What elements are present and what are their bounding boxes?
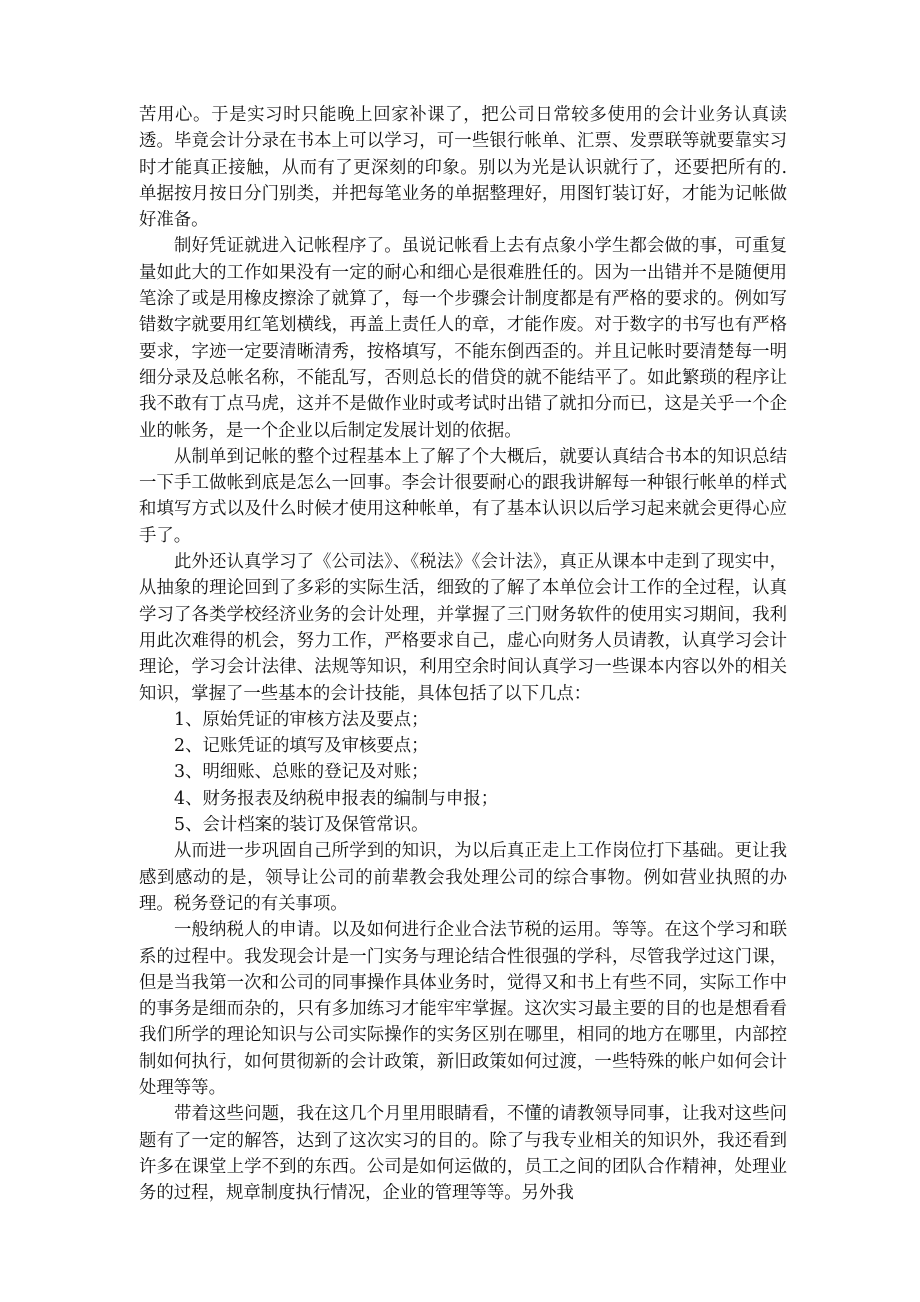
paragraph-1: 苦用心。于是实习时只能晚上回家补课了，把公司日常较多使用的会计业务认真读透。毕竟会计分录在书本上可以学习，可一些银行帐单、汇票、发票联等就要靠实习时才能真正接触，从而有了更深刻的印象。别以为光是认识就行了，还要把所有的.单据按月按日分门别类，并把每笔业务的单据整理好，用图钉装订好，才能为记帐做好准备。 (139, 105, 787, 231)
list-item-5: 5、会计档案的装订及保管常识。 (174, 815, 429, 836)
list-item-2: 2、记账凭证的填写及审核要点； (174, 736, 429, 757)
paragraph-3: 从制单到记帐的整个过程基本上了解了个大概后，就要认真结合书本的知识总结一下手工做帐到底是怎么一回事。李会计很要耐心的跟我讲解每一种银行帐单的样式和填写方式以及什么时候才使用这种帐单，有了基本认识以后学习起来就会更得心应手了。 (139, 446, 787, 546)
paragraph-5: 从而进一步巩固自己所学到的知识，为以后真正走上工作岗位打下基础。更让我感到感动的是，领导让公司的前辈教会我处理公司的综合事物。例如营业执照的办理。税务登记的有关事项。 (139, 841, 787, 914)
paragraph-6: 一般纳税人的申请。以及如何进行企业合法节税的运用。等等。在这个学习和联系的过程中。我发现会计是一门实务与理论结合性很强的学科，尽管我学过这门课，但是当我第一次和公司的同事操作具体业务时，觉得又和书上有些不同，实际工作中的事务是细而杂的，只有多加练习才能牢牢掌握。这次实习最主要的目的也是想看看我们所学的理论知识与公司实际操作的实务区别在哪里，相同的地方在哪里，内部控制如何执行，如何贯彻新的会计政策，新旧政策如何过渡，一些特殊的帐户如何会计处理等等。 (139, 920, 787, 1098)
paragraph-7: 带着这些问题，我在这几个月里用眼睛看，不懂的请教领导同事，让我对这些问题有了一定的解答，达到了这次实习的目的。除了与我专业相关的知识外，我还看到许多在课堂上学不到的东西。公司是如何运做的，员工之间的团队合作精神，处理业务的过程，规章制度执行情况，企业的管理等等。另外我 (139, 1104, 787, 1204)
document-body (139, 102, 787, 1206)
list-item-3: 3、明细账、总账的登记及对账； (174, 762, 429, 783)
list-item-4: 4、财务报表及纳税申报表的编制与申报； (174, 788, 499, 809)
paragraph-4: 此外还认真学习了《公司法》、《税法》《会计法》，真正从课本中走到了现实中，从抽象的理论回到了多彩的实际生活，细致的了解了本单位会计工作的全过程，认真学习了各类学校经济业务的会计处理，并掌握了三门财务软件的使用实习期间，我利用此次难得的机会，努力工作，严格要求自己，虚心向财务人员请教，认真学习会计理论，学习会计法律、法规等知识，利用空余时间认真学习一些课本内容以外的相关知识，掌握了一些基本的会计技能，具体包括了以下几点： (139, 552, 787, 704)
paragraph-2: 制好凭证就进入记帐程序了。虽说记帐看上去有点象小学生都会做的事，可重复量如此大的工作如果没有一定的耐心和细心是很难胜任的。因为一出错并不是随便用笔涂了或是用橡皮擦涂了就算了，每一个步骤会计制度都是有严格的要求的。例如写错数字就要用红笔划横线，再盖上责任人的章，才能作废。对于数字的书写也有严格要求，字迹一定要清晰清秀，按格填写，不能东倒西歪的。并且记帐时要清楚每一明细分录及总帐名称，不能乱写，否则总长的借贷的就不能结平了。如此繁琐的程序让我不敢有丁点马虎，这并不是做作业时或考试时出错了就扣分而已，这是关乎一个企业的帐务，是一个企业以后制定发展计划的依据。 (139, 236, 787, 441)
list-item-1: 1、原始凭证的审核方法及要点； (174, 709, 429, 730)
